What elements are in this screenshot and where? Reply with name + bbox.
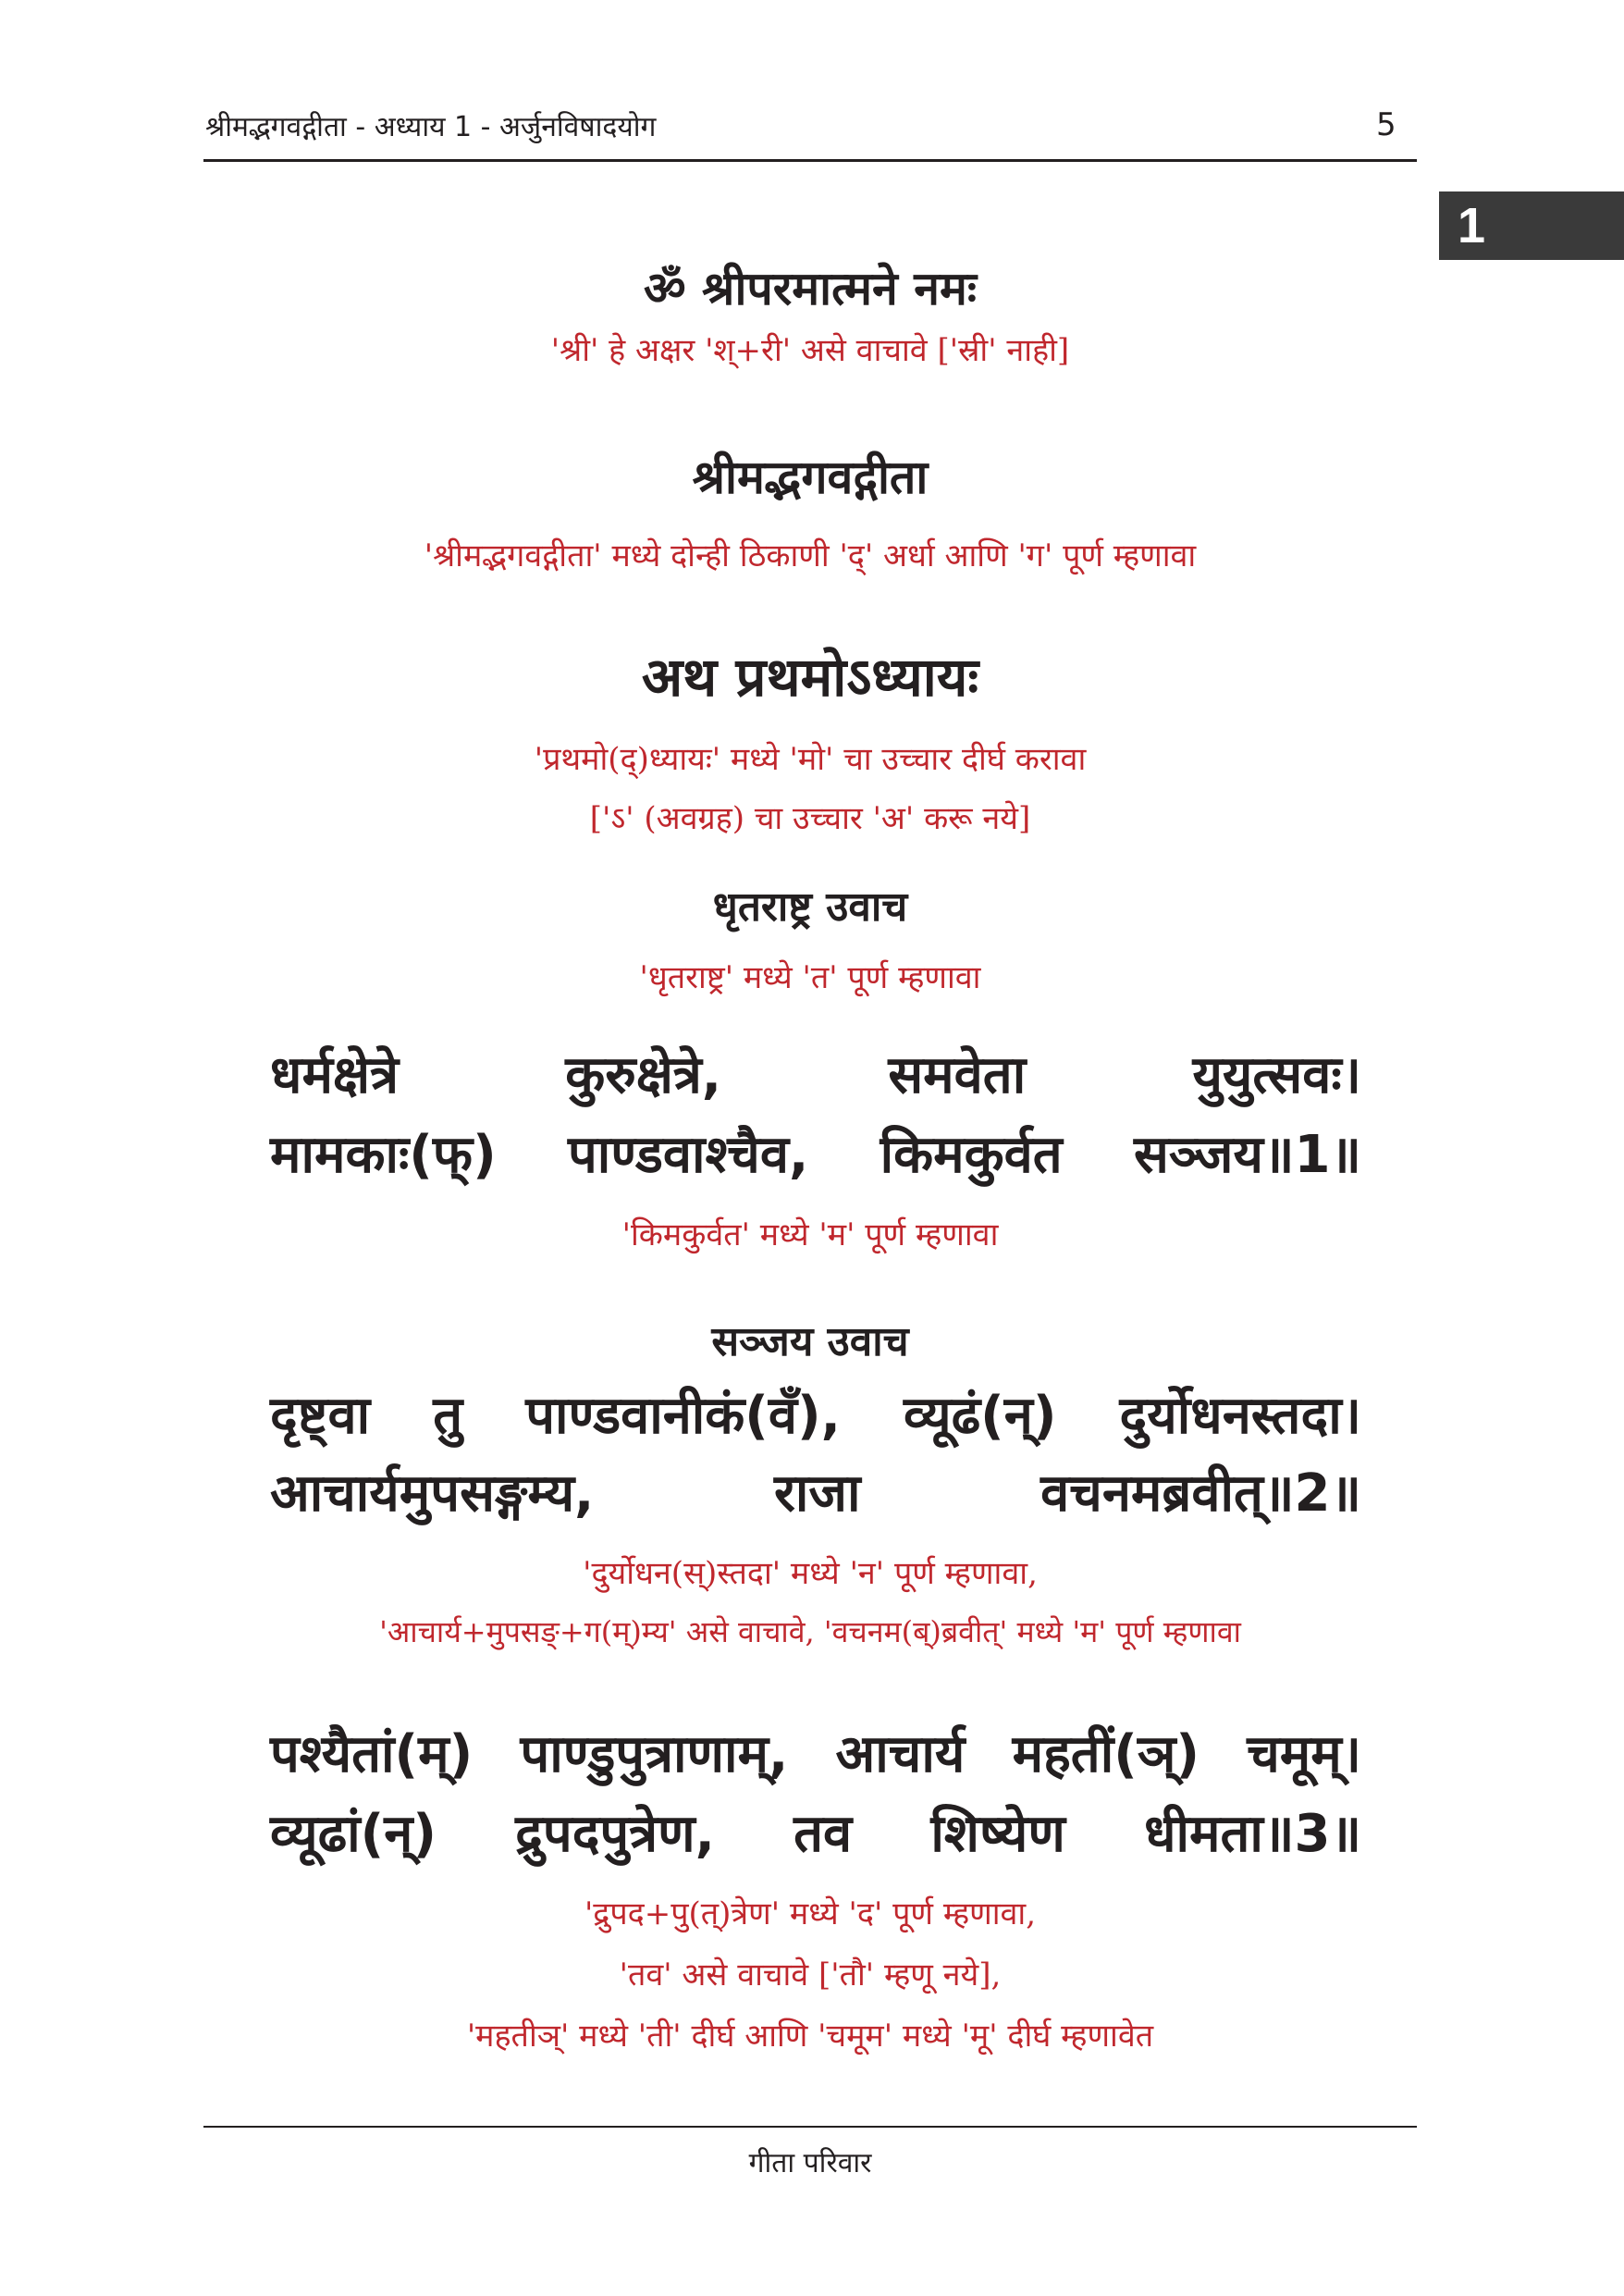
verse3-line2 — [270, 1796, 1361, 1867]
verse2-line1 — [270, 1378, 1361, 1449]
verse-word: द्रुपदपुत्रेण, — [515, 1804, 715, 1864]
note-title: 'श्रीमद्भगवद्गीता' मध्ये दोन्ही ठिकाणी 'द्' अर्धा आणि 'ग' पूर्ण म्हणावा — [424, 537, 1197, 574]
verse-word: किमकुर्वत — [880, 1125, 1063, 1185]
verse3-line1 — [270, 1717, 1361, 1787]
header-divider — [203, 159, 1417, 162]
verse-word: सञ्जय॥1॥ — [1134, 1125, 1361, 1185]
note-verse3-c: 'महतीञ्' मध्ये 'ती' दीर्घ आणि 'चमूम' मध्ये 'मू' दीर्घ म्हणावेत — [466, 2018, 1154, 2055]
page-number: 5 — [1376, 106, 1396, 143]
verse-word: पश्यैतां(म्) — [270, 1724, 474, 1784]
verse-word: मामकाः(फ्) — [270, 1125, 497, 1185]
verse2-line2 — [270, 1456, 1361, 1526]
verse-word: वचनमब्रवीत्॥2॥ — [1040, 1463, 1361, 1524]
verse-word: युयुत्सवः। — [1192, 1045, 1361, 1105]
note-shri: 'श्री' हे अक्षर 'श्+री' असे वाचावे ['स्री' नाही] — [550, 332, 1070, 369]
footer-divider — [203, 2126, 1417, 2128]
note-verse3-a: 'द्रुपद+पु(त्)त्रेण' मध्ये 'द' पूर्ण म्हणावा, — [584, 1895, 1037, 1932]
running-header-title: श्रीमद्भगवद्गीता - अध्याय 1 - अर्जुनविषादयोग — [205, 111, 657, 143]
note-verse1: 'किमकुर्वत' मध्ये 'म' पूर्ण म्हणावा — [621, 1216, 999, 1253]
speaker-sanjaya: सञ्जय उवाच — [711, 1318, 909, 1365]
verse-word: पाण्डवानीकं(वँ), — [525, 1386, 841, 1446]
note-verse2-a: 'दुर्योधन(स्)स्तदा' मध्ये 'न' पूर्ण म्हणावा, — [583, 1555, 1038, 1592]
verse-word: कुरुक्षेत्रे, — [565, 1045, 722, 1105]
verse-word: पाण्डुपुत्राणाम्, — [520, 1724, 789, 1784]
invocation-heading: ॐ श्रीपरमात्मने नमः — [644, 262, 977, 315]
verse-word: तव — [794, 1804, 853, 1864]
verse-word: महतीं(ञ्) — [1012, 1724, 1200, 1784]
note-verse2-b: 'आचार्य+मुपसङ्+ग(म्)म्य' असे वाचावे, 'वचनम(ब्)ब्रवीत्' मध्ये 'म' पूर्ण म्हणावा — [379, 1614, 1241, 1649]
verse-word: शिष्येण — [930, 1804, 1065, 1864]
verse1-line2 — [270, 1117, 1361, 1188]
verse-word: पाण्डवाश्चैव, — [568, 1125, 809, 1185]
chapter-heading: अथ प्रथमोऽध्यायः — [641, 646, 979, 709]
verse-word: दुर्योधनस्तदा। — [1119, 1386, 1361, 1446]
speaker-dhritarashtra: धृतराष्ट्र उवाच — [712, 883, 908, 931]
verse-word: धीमता॥3॥ — [1144, 1804, 1361, 1864]
verse-word: आचार्यमुपसङ्गम्य, — [270, 1463, 595, 1524]
footer-publisher: गीता परिवार — [748, 2147, 872, 2179]
verse-word: चमूम्। — [1247, 1724, 1361, 1784]
note-chapter-a: 'प्रथमो(द्)ध्यायः' मध्ये 'मो' चा उच्चार दीर्घ करावा — [534, 741, 1087, 778]
verse-word: आचार्य — [835, 1724, 966, 1784]
verse-word: राजा — [774, 1463, 861, 1524]
note-verse3-b: 'तव' असे वाचावे ['तौ' म्हणू नये], — [619, 1957, 1002, 1994]
verse-word: समवेता — [888, 1045, 1027, 1105]
note-chapter-b: ['ऽ' (अवग्रह) चा उच्चार 'अ' करू नये] — [589, 800, 1031, 837]
verse-word: व्यूढं(न्) — [904, 1386, 1057, 1446]
verse-word: तु — [433, 1386, 463, 1446]
verse1-line1 — [270, 1038, 1361, 1108]
chapter-tab: 1 — [1439, 191, 1624, 260]
verse-word: धर्मक्षेत्रे — [270, 1045, 399, 1105]
scripture-title: श्रीमद्भगवद्गीता — [692, 451, 929, 504]
verse-word: दृष्ट्वा — [270, 1386, 371, 1446]
verse-word: व्यूढां(न्) — [270, 1804, 437, 1864]
note-dhritarashtra: 'धृतराष्ट्र' मध्ये 'त' पूर्ण म्हणावा — [639, 959, 981, 996]
